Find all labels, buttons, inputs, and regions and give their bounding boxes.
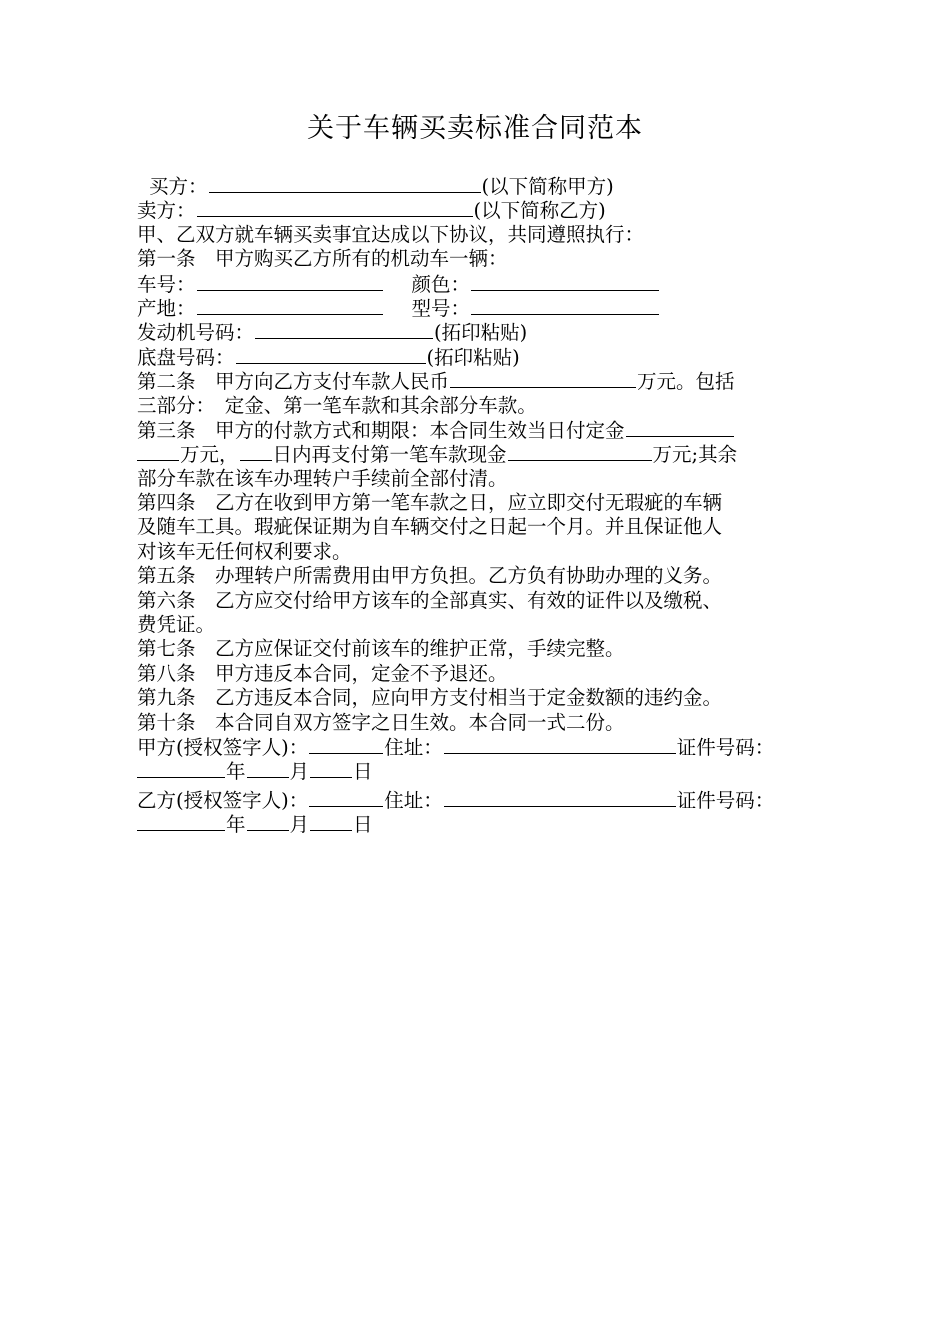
plate-color-line [137,272,837,296]
party-b-day-label: 日 [353,813,373,837]
buyer-line [137,174,837,198]
days-blank[interactable] [240,442,272,461]
article-3-line-2 [137,442,837,466]
document-title: 关于车辆买卖标准合同范本 [307,113,643,144]
party-a-day-blank[interactable] [310,759,352,778]
party-a-month-label: 月 [289,760,310,784]
model-label: 型号： [411,296,471,320]
chassis-number-blank[interactable] [236,345,426,364]
chassis-label: 底盘号码： [137,345,235,369]
party-b-sign-label: 乙方(授权签字人)： [137,788,309,812]
party-b-id-label: 证件号码： [676,788,775,812]
article-9: 第九条 乙方违反本合同，应向甲方支付相当于定金数额的违约金。 [137,686,723,710]
party-a-address-label: 住址： [384,735,443,759]
party-b-signature-blank[interactable] [309,788,383,807]
origin-label: 产地： [137,296,196,320]
article-4-line-3: 对该车无任何权利要求。 [137,539,352,563]
party-a-sign-line [137,735,837,759]
origin-blank[interactable] [197,296,383,315]
seller-line [137,198,837,222]
article-4-line-1: 第四条 乙方在收到甲方第一笔车款之日，应立即交付无瑕疵的车辆 [137,491,723,515]
plate-blank[interactable] [197,272,383,291]
party-b-sign-line [137,788,837,812]
seller-label: 卖方： [137,199,196,223]
party-b-year-label: 年 [226,813,246,837]
seller-name-blank[interactable] [197,198,473,217]
price-blank[interactable] [450,369,636,388]
chassis-line [137,345,837,369]
party-b-month-label: 月 [289,813,310,837]
party-a-date-line [137,759,837,783]
engine-rub-note: (拓印粘贴) [434,321,528,345]
engine-number-blank[interactable] [255,320,433,339]
party-a-signature-blank[interactable] [309,735,383,754]
article-3-line-1 [137,418,837,442]
party-a-address-blank[interactable] [444,735,676,754]
engine-line [137,320,837,344]
article-4-line-2: 及随车工具。瑕疵保证期为自车辆交付之日起一个月。并且保证他人 [137,515,723,539]
color-label: 颜色： [411,272,471,296]
party-a-sign-label: 甲方(授权签字人)： [137,735,309,759]
origin-model-line [137,296,837,320]
deposit-blank[interactable] [626,418,734,437]
deposit-blank-cont[interactable] [137,442,179,461]
article-7: 第七条 乙方应保证交付前该车的维护正常，手续完整。 [137,637,625,661]
article-3-line-3: 部分车款在该车办理转户手续前全部付清。 [137,466,508,490]
article-1: 第一条 甲方购买乙方所有的机动车一辆： [137,247,508,271]
article-3-text-2: 日内再支付第一笔车款现金 [272,443,507,467]
article-6-line-1: 第六条 乙方应交付给甲方该车的全部真实、有效的证件以及缴税、 [137,588,723,612]
buyer-name-blank[interactable] [209,174,481,193]
contract-body [137,174,837,837]
party-b-address-label: 住址： [384,788,443,812]
first-payment-blank[interactable] [508,442,652,461]
party-a-id-blank[interactable] [137,759,225,778]
buyer-suffix: (以下简称甲方) [481,175,614,198]
article-5: 第五条 办理转户所需费用由甲方负担。乙方负有协助办理的义务。 [137,564,723,588]
article-3-unit-2: 万元;其余 [652,443,738,467]
chassis-rub-note: (拓印粘贴) [426,345,520,369]
article-2-line-2: 三部分： 定金、第一笔车款和其余部分车款。 [137,393,537,417]
model-blank[interactable] [471,296,659,315]
article-2-unit: 万元。包括 [637,370,735,394]
article-6-line-2: 费凭证。 [137,613,216,637]
engine-label: 发动机号码： [137,321,255,345]
article-3-unit-1: 万元， [180,443,239,467]
seller-suffix: (以下简称乙方) [473,199,606,223]
article-2-text: 第二条 甲方向乙方支付车款人民币 [137,370,450,394]
party-a-id-label: 证件号码： [676,735,775,759]
article-8: 第八条 甲方违反本合同，定金不予退还。 [137,661,508,685]
article-3-text: 第三条 甲方的付款方式和期限：本合同生效当日付定金 [137,418,625,442]
intro-line: 甲、乙双方就车辆买卖事宜达成以下协议，共同遵照执行： [137,222,645,246]
article-2-line-1 [137,369,837,393]
plate-label: 车号： [137,272,196,296]
buyer-label: 买方： [149,175,208,198]
party-a-month-blank[interactable] [247,759,289,778]
party-b-address-blank[interactable] [444,788,676,807]
color-blank[interactable] [471,272,659,291]
article-10: 第十条 本合同自双方签字之日生效。本合同一式二份。 [137,710,625,734]
party-b-day-blank[interactable] [310,812,352,831]
party-b-month-blank[interactable] [247,812,289,831]
party-b-id-blank[interactable] [137,812,225,831]
party-a-day-label: 日 [353,760,373,784]
party-a-year-label: 年 [226,760,246,784]
party-b-date-line [137,812,837,836]
